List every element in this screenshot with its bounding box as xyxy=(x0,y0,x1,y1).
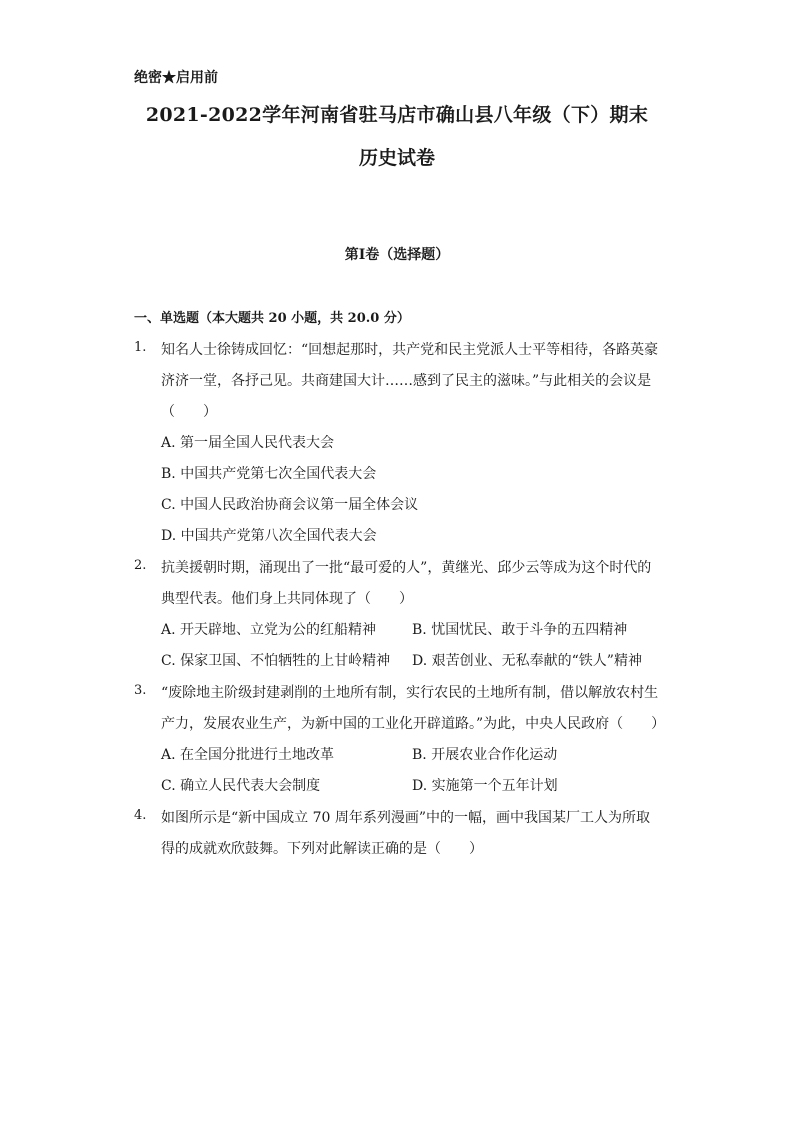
part-heading: 第I卷（选择题） xyxy=(344,247,450,263)
question-text-line: 产力，发展农业生产，为新中国的工业化开辟道路。”为此，中央人民政府（ ） xyxy=(161,716,666,732)
question-number: 2. xyxy=(134,558,147,573)
answer-blank: （ ） xyxy=(161,404,217,420)
option-d[interactable]: D. 中国共产党第八次全国代表大会 xyxy=(161,528,377,544)
question-text-line: 知名人士徐铸成回忆：“回想起那时，共产党和民主党派人士平等相待，各路英豪 xyxy=(161,342,659,358)
option-c[interactable]: C. 确立人民代表大会制度 xyxy=(161,778,321,794)
question-number: 4. xyxy=(134,808,147,823)
secret-label: 绝密★启用前 xyxy=(134,70,218,86)
question-text-line: 如图所示是“新中国成立 70 周年系列漫画”中的一幅，画中我国某厂工人为所取 xyxy=(161,810,651,826)
option-c[interactable]: C. 保家卫国、不怕牺牲的上甘岭精神 xyxy=(161,653,391,669)
question-text-line: “废除地主阶级封建剥削的土地所有制，实行农民的土地所有制，借以解放农村生 xyxy=(161,685,659,701)
option-d[interactable]: D. 实施第一个五年计划 xyxy=(412,778,558,794)
question-text-line: 典型代表。他们身上共同体现了（ ） xyxy=(161,591,413,607)
question-text-line: 济济一堂，各抒己见。共商建国大计……感到了民主的滋味。”与此相关的会议是 xyxy=(161,373,652,389)
option-c[interactable]: C. 中国人民政治协商会议第一届全体会议 xyxy=(161,497,419,513)
question-text-line: 得的成就欢欣鼓舞。下列对此解读正确的是（ ） xyxy=(161,841,483,857)
option-a[interactable]: A. 在全国分批进行土地改革 xyxy=(161,747,335,763)
option-a[interactable]: A. 第一届全国人民代表大会 xyxy=(161,435,335,451)
exam-title: 2021-2022学年河南省驻马店市确山县八年级（下）期末 xyxy=(145,104,649,126)
option-a[interactable]: A. 开天辟地、立党为公的红船精神 xyxy=(161,622,377,638)
question-text-line: 抗美援朝时期，涌现出了一批“最可爱的人”，黄继光、邱少云等成为这个时代的 xyxy=(161,560,652,576)
question-number: 3. xyxy=(134,683,147,698)
section-heading: 一、单选题（本大题共 20 小题，共 20.0 分） xyxy=(134,311,410,326)
exam-subtitle: 历史试卷 xyxy=(358,147,435,169)
option-d[interactable]: D. 艰苦创业、无私奉献的“铁人”精神 xyxy=(412,653,642,669)
option-b[interactable]: B. 中国共产党第七次全国代表大会 xyxy=(161,466,377,482)
option-b[interactable]: B. 开展农业合作化运动 xyxy=(412,747,558,763)
option-b[interactable]: B. 忧国忧民、敢于斗争的五四精神 xyxy=(412,622,628,638)
question-number: 1. xyxy=(134,340,147,355)
